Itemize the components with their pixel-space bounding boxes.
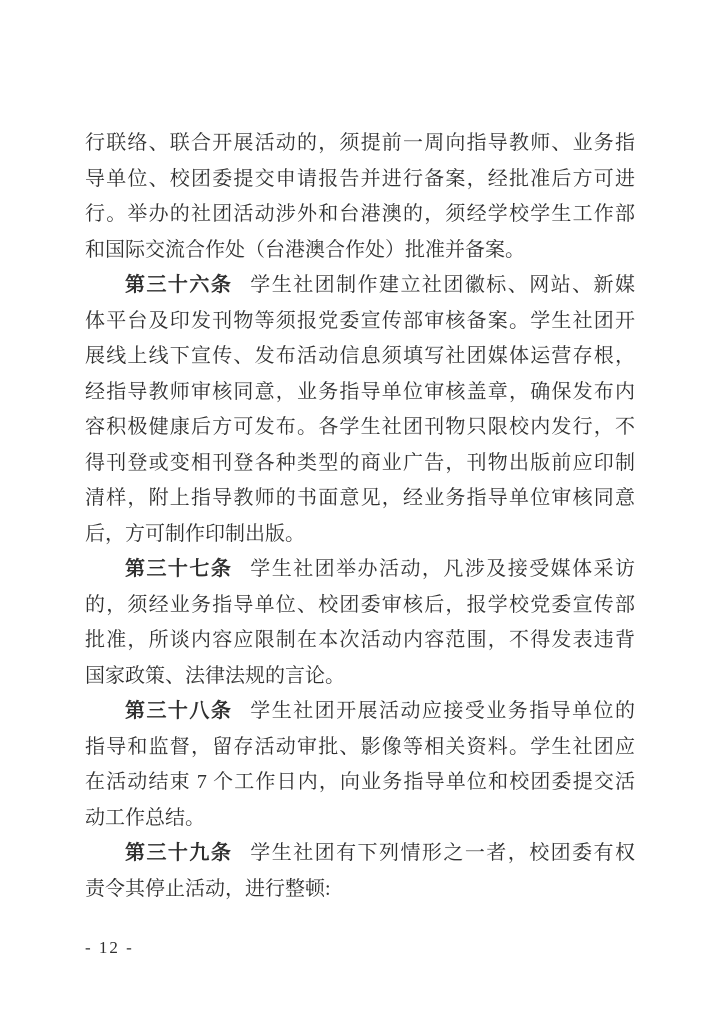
- text-line: [85, 268, 635, 304]
- page-number: - 12 -: [85, 938, 134, 957]
- text-line: 展线上线下宣传、发布活动信息须填写社团媒体运营存根，: [85, 345, 635, 367]
- text-line: 指导和监督，留存活动审批、影像等相关资料。学生社团应: [85, 735, 635, 758]
- article-number: 第三十六条: [125, 274, 233, 296]
- text-line: 行。举办的社团活动涉外和台港澳的，须经学校学生工作部: [85, 203, 635, 225]
- text-line: 批准，所谈内容应限制在本次活动内容范围，不得发表违背: [85, 629, 635, 651]
- text-line: 的，须经业务指导单位、校团委审核后，报学校党委宣传部: [85, 593, 635, 616]
- text-line: 行联络、联合开展活动的，须提前一周向指导教师、业务指: [85, 132, 635, 154]
- text-line: 责令其停止活动，进行整顿:: [85, 877, 331, 900]
- text-line: 导单位、校团委提交申请报告并进行备案，经批准后方可进: [85, 167, 635, 190]
- text-line: 国家政策、法律法规的言论。: [85, 664, 345, 687]
- article-first-line-text: 学生社团有下列情形之一者，校团委有权: [250, 842, 636, 864]
- document-body: [85, 126, 635, 907]
- text-line: 后，方可制作印制出版。: [85, 522, 305, 545]
- text-line: 动工作总结。: [85, 806, 205, 829]
- text-line: [85, 836, 635, 872]
- text-line: 容积极健康后方可发布。各学生社团刊物只限校内发行，不: [85, 416, 635, 438]
- text-line: 清样，附上指导教师的书面意见，经业务指导单位审核同意: [85, 487, 635, 509]
- article-number: 第三十九条: [125, 842, 233, 864]
- article-first-line-text: 学生社团开展活动应接受业务指导单位的: [250, 700, 636, 722]
- article-first-line-text: 学生社团举办活动，凡涉及接受媒体采访: [250, 558, 636, 580]
- text-line: [85, 694, 635, 730]
- text-line: 经指导教师审核同意，业务指导单位审核盖章，确保发布内: [85, 380, 635, 403]
- article-first-line-text: 学生社团制作建立社团徽标、网站、新媒: [250, 274, 636, 296]
- text-line: [85, 552, 635, 588]
- article-number: 第三十八条: [125, 700, 233, 722]
- text-line: 在活动结束 7 个工作日内，向业务指导单位和校团委提交活: [85, 771, 635, 793]
- text-line: 体平台及印发刊物等须报党委宣传部审核备案。学生社团开: [85, 309, 635, 332]
- text-line: 和国际交流合作处（台港澳合作处）批准并备案。: [85, 238, 525, 261]
- article-number: 第三十七条: [125, 558, 233, 580]
- text-line: 得刊登或变相刊登各种类型的商业广告，刊物出版前应印制: [85, 451, 635, 474]
